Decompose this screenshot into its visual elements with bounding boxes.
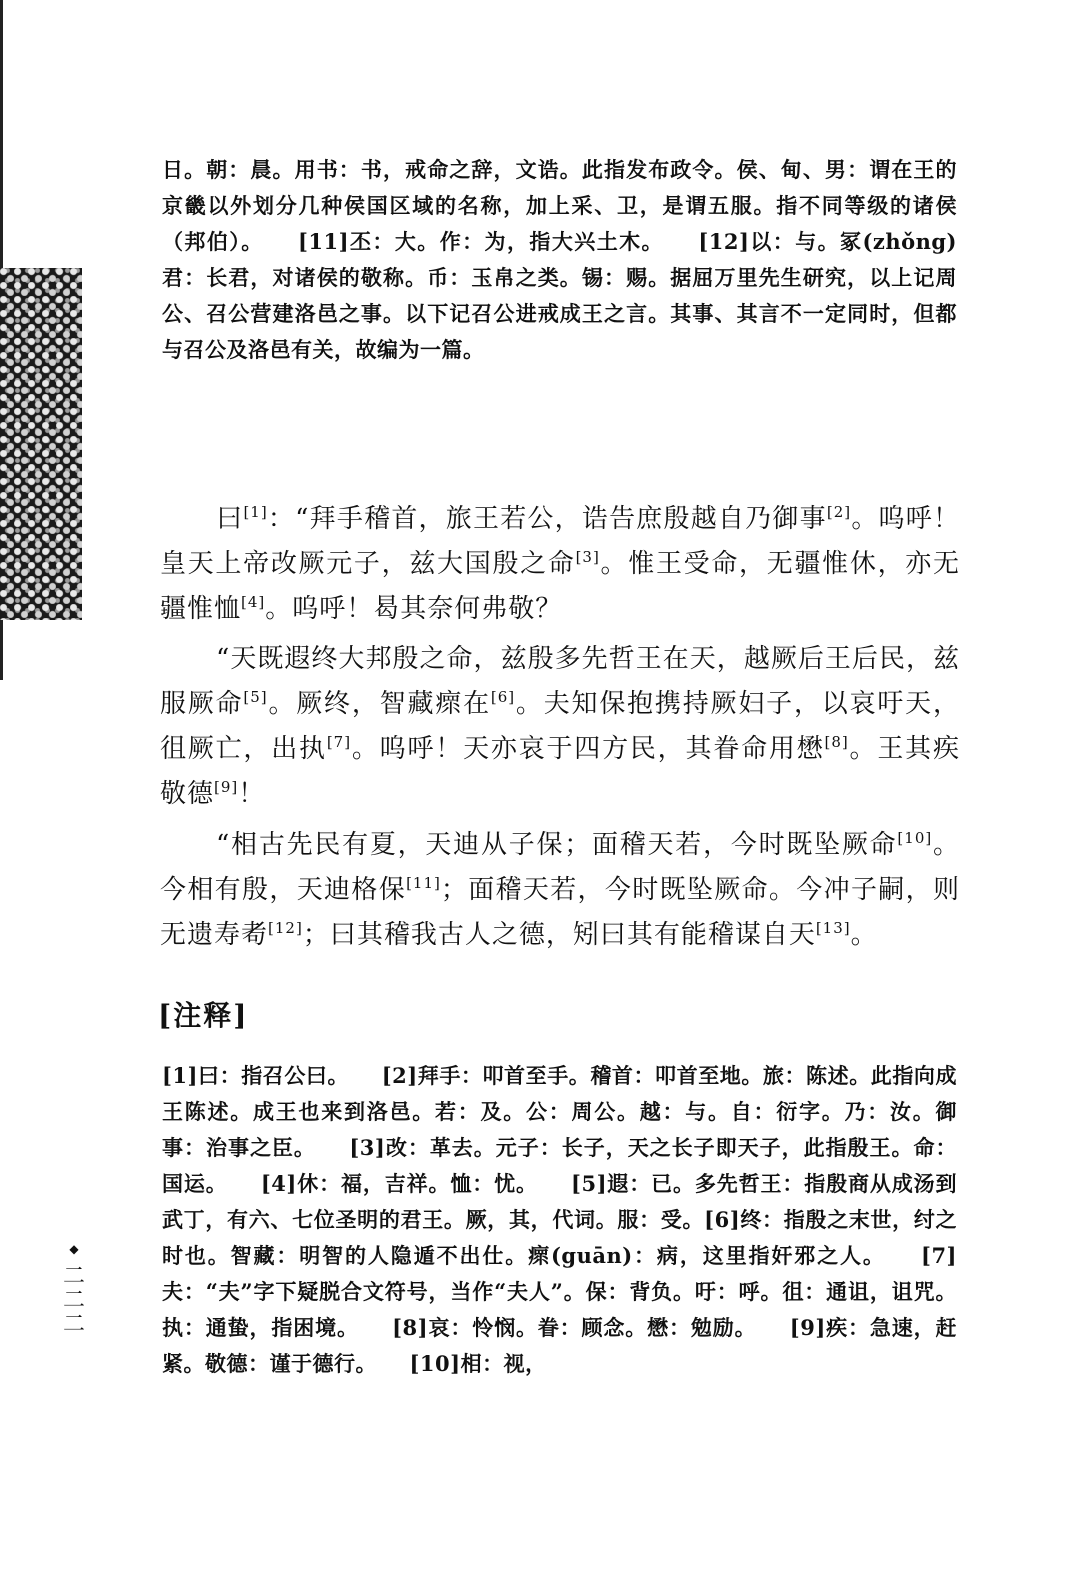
text-segment: 。呜呼！皇天上帝改厥元子，兹大国殷之命: [160, 504, 960, 579]
notes-heading: [注释]: [158, 999, 249, 1032]
diamond-icon: ◆: [69, 1242, 79, 1256]
note-ref: [11]: [406, 874, 441, 892]
text-segment: 。王其疾敬德: [160, 734, 960, 809]
note-ref: [1]: [243, 503, 268, 521]
text-segment: “天既遐终大邦殷之命，兹殷多先哲王在天，越厥后王后民，兹服厥命: [160, 644, 960, 719]
note-ref: [13]: [815, 919, 851, 937]
note-ref: [8]: [824, 733, 849, 751]
note-ref: [10]: [897, 829, 933, 847]
note-ref: [7]: [326, 733, 352, 751]
text-segment: “相古先民有夏，天迪从子保；面稽天若，今时既坠厥命: [216, 830, 898, 860]
text-segment: ；面稽天若，今时既坠厥命。今冲子嗣，则无遗寿耇: [160, 875, 960, 950]
thumb-index-pattern: [0, 268, 82, 620]
text-segment: 。惟王受命，无疆惟休，亦无疆惟恤: [160, 549, 960, 624]
note-ref: [12]: [268, 919, 303, 937]
page-number-digit: 二: [62, 1264, 85, 1289]
note-ref: [9]: [214, 778, 239, 796]
page-number-digit: 二: [62, 1288, 85, 1313]
main-text-paragraph-1: [160, 497, 960, 632]
page-number: [60, 1238, 88, 1338]
note-ref: [3]: [575, 548, 600, 566]
note-ref: [5]: [243, 688, 268, 706]
text-segment: ；曰其稽我古人之德，矧曰其有能稽谋自天: [302, 920, 816, 950]
top-note-paragraph: 日。朝：晨。用书：书，戒命之辞，文诰。此指发布政令。侯、甸、男：谓在王的京畿以外划分几种侯国区域的名称，加上采、卫，是谓五服。指不同等级的诸侯（邦伯）。 [11]丕：大。作：为，指大兴土木。 [12]以：与。冢(zhǒng)君：长君，对诸侯的敬称。币：玉帛之类。锡：赐。据屈万里先生研究，以上记周公、召公营建洛邑之事。以下记召公进戒成王之言。其事、其言不一定同时，但都与召公及洛邑有关，故编为一篇。: [162, 157, 957, 362]
main-text-paragraph-2: [160, 637, 960, 817]
text-segment: 曰: [216, 504, 244, 534]
text-segment: 。呜呼！曷其奈何弗敬？: [265, 594, 563, 624]
text-segment: 。呜呼！天亦哀于四方民，其眷命用懋: [351, 734, 825, 764]
note-ref: [6]: [490, 688, 516, 706]
main-text-paragraph-3: [160, 823, 960, 958]
text-segment: ：“拜手稽首，旅王若公，诰告庶殷越自乃御事: [267, 504, 827, 534]
notes-paragraph: [1]曰：指召公曰。 [2]拜手：叩首至手。稽首：叩首至地。旅：陈述。此指向成王陈述。成王也来到洛邑。若：及。公：周公。越：与。自：衍字。乃：汝。御事：治事之臣。 [3]改：革去。元子：长子，天之长子即天子，此指殷王。命：国运。 [4]休：福，吉祥。恤：忧。 [5]遐：已。多先哲王：指殷商从成汤到武丁，有六、七位圣明的君王。厥，其，代词。服：受。[6]终：指殷之末世，纣之时也。智藏：明智的人隐遁不出仕。瘝(guān)：病，这里指奸邪之人。 [7]夫：“夫”字下疑脱合文符号，当作“夫人”。保：背负。吁：呼。徂：通诅，诅咒。执：通蛰，指困境。 [8]哀：怜悯。眷：顾念。懋：勉励。 [9]疾：急速，赶紧。敬德：谨于德行。 [10]相：视，: [162, 1063, 957, 1376]
text-segment: 。厥终，智藏瘝在: [267, 689, 491, 719]
text-segment: 。今相有殷，天迪格保: [160, 830, 960, 905]
text-segment: ！: [238, 779, 266, 809]
note-ref: [2]: [826, 503, 852, 521]
text-segment: 。夫知保抱携持厥妇子，以哀吁天，徂厥亡，出执: [160, 689, 960, 764]
text-segment: 。: [850, 920, 878, 950]
note-ref: [4]: [241, 593, 266, 611]
page-number-digit: 二: [62, 1312, 85, 1337]
